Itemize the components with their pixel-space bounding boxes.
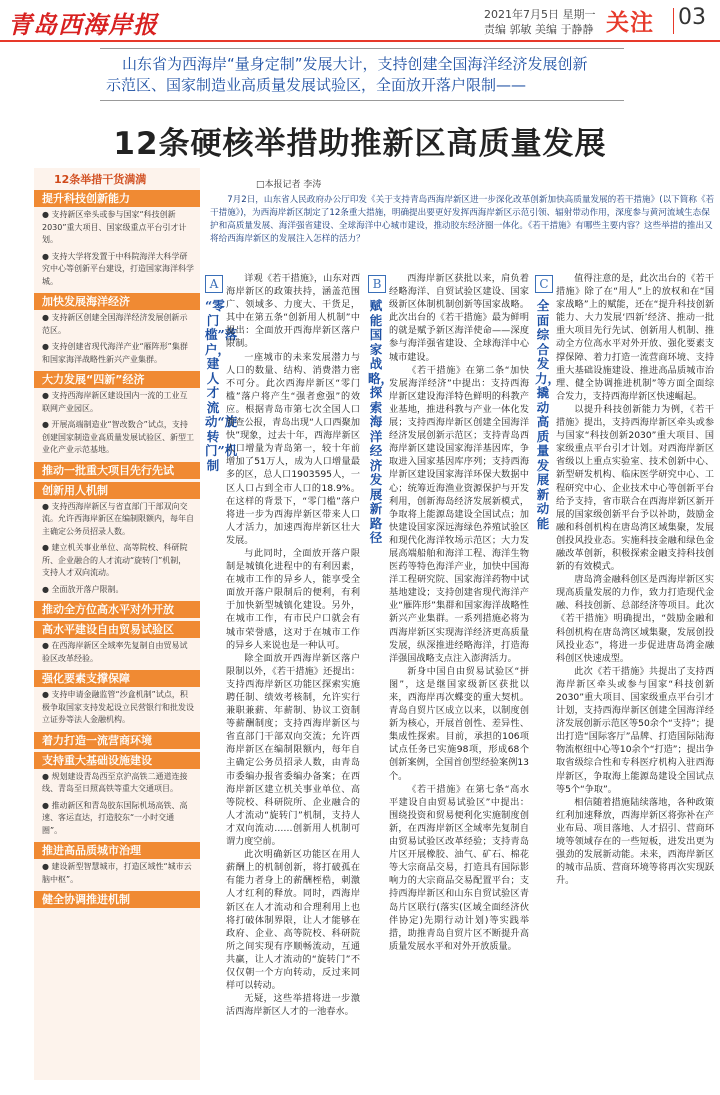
- article-column-b: [389, 273, 529, 954]
- page-header: [0, 0, 720, 42]
- sidebar-heading: 加快发展海洋经济: [34, 293, 200, 310]
- sidebar-heading: 高水平建设自由贸易试验区: [34, 621, 200, 638]
- byline: □本报记者 李涛: [256, 180, 322, 190]
- deck-line-1: 山东省为西海岸“量身定制”发展大计，支持创建全国海洋经济发展创新: [122, 55, 588, 73]
- sidebar-measure-text: 支持申请金融监管“沙盒机制”试点，积极争取国家支持发起设立民营银行和批发设立证券等法人金融机构。: [42, 690, 194, 724]
- sidebar-measure-text: 支持大学将发置于中科院海洋大科学研究中心等创新平台建设，打造国家海洋科学城。: [42, 251, 194, 286]
- sidebar-measure-text: 支持西海岸新区建设国内一流的工业互联网产业园区。: [42, 391, 188, 413]
- sidebar-measure-item: [34, 339, 200, 368]
- sidebar-heading: 着力打造一流营商环境: [34, 732, 200, 749]
- bullet-icon: ●: [42, 420, 52, 429]
- sidebar-measure-text: 全面放开落户限制。: [51, 584, 124, 594]
- header-divider: [673, 8, 674, 34]
- bullet-icon: ●: [42, 313, 52, 322]
- headline-deck: [100, 48, 624, 101]
- page-number: 03: [678, 5, 706, 30]
- article-paragraph: 与此同时，全面放开落户限制是城镇化进程中的有利因素，在城市工作的异乡人，能享受全面放开落户限制后的便利，有利于加快新型城镇化建设。另外，在城市工作，有市民户口就会有城市荣誉感，这对于在城市工作的异乡人来说也是一种认可。: [226, 548, 360, 651]
- sidebar-measure-text: 开展高端制造业“智改数合”试点，支持创建国家制造业高质量发展试验区、新型工业化产业示范基地。: [42, 420, 194, 454]
- sidebar-measure-item: [34, 769, 200, 798]
- sidebar-tag: 12条举措干货满满: [54, 173, 147, 186]
- article-paragraph: 此次明确新区功能区在用人薪酬上的机制创新，将打破孤在有能力者身上的薪酬桎梏，刺激人才红利的释放。同时，西海岸新区在人才流动和合理利用上也将打破体制界限，让人才能够在政府、企业、高等院校、科研院所之间实现有序顺畅流动，互通共赢，让人才流动的“旋转门”不仅仅朝一个方向转动，反过来同样可以转动。: [226, 850, 360, 992]
- sidebar-heading: 推进高品质城市治理: [34, 842, 200, 859]
- bullet-icon: ●: [42, 342, 52, 351]
- sidebar-measure-text: 在西海岸新区全域率先复制自由贸易试验区改革经验。: [42, 641, 188, 663]
- bullet-icon: ●: [42, 641, 52, 650]
- article-column-c: [556, 273, 714, 888]
- sidebar-measure-item: [34, 687, 200, 729]
- sidebar-measure-item: [34, 249, 200, 291]
- section-a-label: [205, 275, 238, 473]
- article-paragraph: 以提升科技创新能力为例，《若干措施》提出，支持西海岸新区牵头或参与国家“科技创新2030”重大项目、国家级重点平台引才计划。对西海岸新区省级以上重点实验室、技术创新中心、新型研发机构、临床医学研究中心、工程研究中心、企业技术中心等创新平台给予支持，省市联合在西海岸新区新开展的国家级创新平台予以补助，鼓励金融和科创机构在唐岛湾区域集聚，发展创投风投业态。实施科技金融和绿色金融改革创新，积极探索金融支持科技创新的有效模式。: [556, 404, 714, 573]
- sidebar-measure-text: 支持创建省现代海洋产业“雁阵形”集群和国家海洋战略性新兴产业集群。: [42, 342, 188, 364]
- section-b-heading: 赋能国家战略，探索海洋经济发展新路径: [368, 298, 394, 545]
- sidebar-heading: 强化要素支撑保障: [34, 670, 200, 687]
- bullet-icon: ●: [42, 771, 52, 781]
- bullet-icon: ●: [42, 391, 52, 400]
- sidebar-heading: 提升科技创新能力: [34, 190, 200, 207]
- bullet-icon: ●: [42, 210, 52, 219]
- bullet-icon: ●: [42, 251, 52, 261]
- sidebar-measure-item: [34, 388, 200, 417]
- section-c-letter: C: [535, 275, 553, 293]
- section-b-label: [368, 275, 394, 546]
- bullet-icon: ●: [42, 690, 52, 699]
- sidebar-measures-box: [34, 168, 200, 1080]
- sidebar-measure-item: [34, 417, 200, 459]
- sidebar-heading: 创新用人机制: [34, 482, 200, 499]
- sidebar-measure-text: 支持新区创建全国海洋经济发展创新示范区。: [42, 313, 188, 335]
- sidebar-heading: 健全协调推进机制: [34, 891, 200, 908]
- bullet-icon: ●: [42, 543, 52, 552]
- article-paragraph: 《若干措施》在第七条“高水平建设自由贸易试验区”中提出：围绕投资和贸易便利化实施制度创新，在西海岸新区全域率先复制自由贸易试验区改革经验；支持青岛片区开展橡胶、油气、矿石、棉花等大宗商品交易，打造具有国际影响力的大宗商品交易配置平台；支持西海岸新区和山东自贸试验区青岛片区联行(落实(区域全面经济伙伴协定)先期行动计划)等实践举措，助推青岛自贸片区不断提升高质量发展水平和对外开放质量。: [389, 784, 529, 952]
- article-paragraph: 相信随着措施陆续落地，各种政策红利加速释放，西海岸新区将弥补在产业布局、项目落地、人才招引、营商环境等领域存在的一些短板，进发出更为强劲的发展新动能。未来，西海岸新区的城市品质、营商环境等将再次实现跃升。: [556, 797, 714, 887]
- bullet-icon: ●: [42, 584, 52, 594]
- article-paragraph: 唐岛湾金融科创区是西海岸新区实现高质量发展的力作，致力打造现代金融、科技创新、总部经济等项目。此次《若干措施》明确提出，“鼓励金融和科创机构在唐岛湾区域集聚，发展创投风投业态”，将进一步促进唐岛湾金融科创区快速成型。: [556, 575, 714, 664]
- article-paragraph: 无疑，这些举措将进一步激活西海岸新区人才的一池春水。: [226, 994, 360, 1018]
- sidebar-measure-item: [34, 798, 200, 840]
- article-paragraph: 西海岸新区获批以来，肩负着经略海洋、自贸试验区建设、国家级新区体制机制创新等国家战略。此次出台的《若干措施》最为鲜明的就是赋予新区海洋使命——深度参与海洋强省建设、全球海洋中心城市建设。: [389, 274, 529, 363]
- article-paragraph: 值得注意的是，此次出台的《若干措施》除了在“用人”上的放权和在“国家战略”上的赋能，还在“提升科技创新能力、大力发展‘四新’经济、推动一批重大项目先行先试、创新用人机制、推动全方位高水平对外开放、强化要素支撑保障、着力打造一流营商环境、支持重大基础设施建设、推进高品质城市治理、健全协调推进机制”等方面全面综合发力，支持西海岸新区快速崛起。: [556, 274, 714, 402]
- sidebar-heading: 推动一批重大项目先行先试: [34, 462, 200, 479]
- article-column-a: [226, 273, 360, 1019]
- article-paragraph: 除全面放开西海岸新区落户限制以外，《若干措施》还提出：支持西海岸新区功能区探索实施聘任制、绩效考核制，允许实行兼职兼薪、年薪制、协议工资制等薪酬制度；支持西海岸新区与省直部门干部双向交流；允许西海岸新区在编制限额内，每年自主确定公务员招录人数，由青岛市委编办报省委编办备案；在西海岸新区建立机关事业单位、高等院校、科研院所、企业融合的人才流动“旋转门”机制，支持人才双向流动……创新用人机制可谓力度空前。: [226, 653, 360, 848]
- sidebar-measure-item: [34, 540, 200, 582]
- editor-credits: 责编 郭敏 美编 于静静: [484, 23, 594, 36]
- sidebar-heading: 大力发展“四新”经济: [34, 371, 200, 388]
- article-paragraph: 一座城市的未来发展潜力与人口的数量、结构、消费潜力密不可分。此次西海岸新区“零门槛”落户将产生“强者愈强”的效应。根据青岛市第七次全国人口普查公报，青岛出现“人口西聚加快”现象，过去十年，西海岸新区人口增量为青岛第一，较十年前增加了51万人，成为人口增量最多的区，总人口1903595人，一区人口占到全市人口的18.9%。在这样的背景下，“零门槛”落户将进一步为西海岸新区带来人口人才活力，加速西海岸新区壮大发展。: [226, 352, 360, 546]
- bullet-icon: ●: [42, 501, 52, 511]
- issue-date: 2021年7月5日 星期一: [484, 8, 596, 21]
- section-a-heading: “零门槛”落户，建人才流动“旋转门”机制: [205, 298, 238, 473]
- sidebar-measure-text: 支持新区牵头或参与国家“科技创新2030”重大项目、国家级重点平台引才计划。: [42, 210, 187, 244]
- article-paragraph: 此次《若干措施》共提出了支持西海岸新区牵头或参与国家“科技创新2030”重大项目、国家级重点平台引才计划，支持西海岸新区创建全国海洋经济发展创新示范区等50余个“支持”；提出打造“国际客厅”品牌、打造国际陆海物流枢纽中心等10余个“打造”；提出争取省级综合性和专科医疗机构入驻西海岸新区，争取海上能源岛建设全国试点等5个“争取”。: [556, 666, 714, 795]
- sidebar-measure-item: [34, 859, 200, 888]
- sidebar-measure-list: [34, 190, 200, 908]
- bullet-icon: ●: [42, 862, 52, 871]
- sidebar-measure-item: [34, 582, 200, 599]
- article-paragraph: 详观《若干措施》，山东对西海岸新区的政策扶持，涵盖范围广、领域多、力度大、干货足，其中在第五条“创新用人机制”中提出：全面放开西海岸新区落户限制。: [226, 274, 360, 350]
- sidebar-measure-item: [34, 207, 200, 249]
- sidebar-heading: 支持重大基础设施建设: [34, 752, 200, 769]
- section-a-letter: A: [205, 275, 223, 293]
- article-intro: 7月2日，山东省人民政府办公厅印发《关于支持青岛西海岸新区进一步深化改革创新加快高质量发展的若干措施》(以下简称《若干措施》)，为西海岸新区制定了12条重大措施，明确提出要更好发挥西海岸新区示范引领、辐射带动作用，深度参与黄河流域生态保护和高质量发展、海洋强省建设、全球海洋中心城市建设，推动胶东经济圈一体化。《若干措施》有哪些主要内容？这些举措的推出又将给西海岸新区的发展注入怎样的活力？: [210, 195, 715, 244]
- sidebar-measure-item: [34, 310, 200, 339]
- sidebar-measure-text: 建设新型智慧城市，打造区域性“城市云脑中枢”。: [42, 862, 192, 884]
- sidebar-measure-item: [34, 499, 200, 541]
- newspaper-masthead: 青岛西海岸报: [8, 10, 158, 39]
- article-paragraph: 《若干措施》在第二条“加快发展海洋经济”中提出：支持西海岸新区建设海洋特色鲜明的科教产业基地，推进科教与产业一体化发展；支持西海岸新区创建全国海洋经济发展创新示范区；支持青岛西海岸新区建设国家海洋基因库，争取进入国家基因库序列；支持西海岸新区建设国家海洋环保大数据中心；统筹近海渔业资源保护与开发利用，创新海岛经济发展新模式，争取将上能源岛建设全国试点；加快建设国家深远海绿色养殖试验区和现代化海洋牧场示范区；大力发展高端船舶和海洋工程、海洋生物医药等特色海洋产业，加快中国海洋工程研究院、国家海洋药物中试基地建设；支持创建省现代海洋产业“雁阵形”集群和国家海洋战略性新兴产业集群。一系列措施必将为西海岸新区实现海洋经济更高质量发展，纵深推进经略海洋，打造海洋强国战略支点注入澎湃活力。: [389, 365, 529, 664]
- section-c-label: [535, 275, 561, 531]
- section-c-heading: 全面综合发力，撬动高质量发展新动能: [535, 298, 561, 531]
- sidebar-measure-text: 建立机关事业单位、高等院校、科研院所、企业融合的人才流动“旋转门”机制，支持人才双向流动。: [42, 543, 188, 577]
- sidebar-heading: 推动全方位高水平对外开放: [34, 601, 200, 618]
- sidebar-measure-item: [34, 638, 200, 667]
- sidebar-measure-text: 规划建设青岛西至京沪高铁二通道连接线、青岛至日照高铁等重大交通项目。: [42, 771, 188, 793]
- deck-line-2: 示范区、国家制造业高质量发展试验区，全面放开落户限制——: [106, 76, 527, 94]
- section-name: 关注: [606, 10, 654, 36]
- sidebar-measure-text: 支持西海岸新区与省直部门干部双向交流。允许西海岸新区在编制限额内，每年自主确定公务员招录人数。: [42, 501, 194, 536]
- section-b-letter: B: [368, 275, 386, 293]
- main-headline: 12条硬核举措助推新区高质量发展: [113, 126, 607, 162]
- bullet-icon: ●: [42, 800, 52, 810]
- sidebar-measure-text: 推动新区和青岛胶东国际机场高铁、高速、客运直达，打造胶东“一小时交通圈”。: [42, 800, 188, 835]
- article-paragraph: 新身中国自由贸易试验区“拼图”，这是继国家级新区获批以来，西海岸再次蝶变的重大契机。青岛自贸片区成立以来，以制度创新为核心，开展首创性、差异性、集成性探索。目前，承担的106项试点任务已实施98项，形成68个创新案例，全国首创型经验案例13个。: [389, 666, 529, 782]
